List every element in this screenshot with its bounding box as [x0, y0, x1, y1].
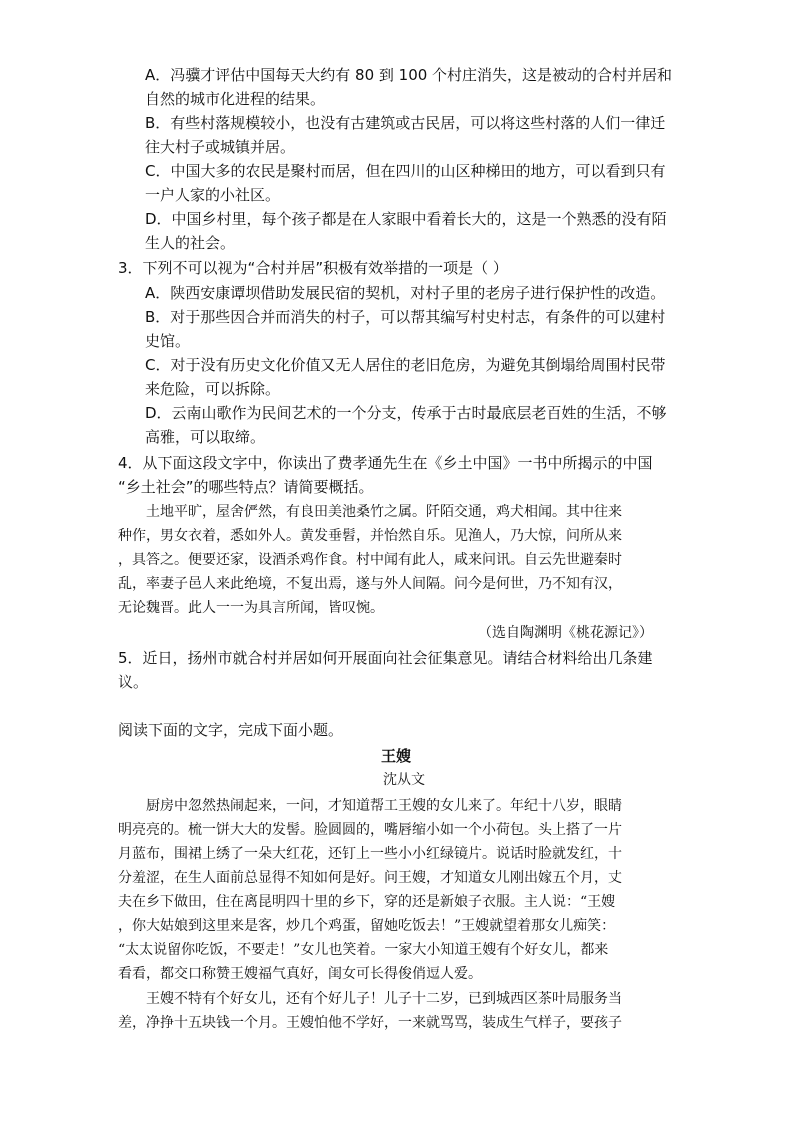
reading-line8: 看看，都交口称赞王嫂福气真好，闺女可长得俊俏逗人爱。: [118, 966, 482, 982]
q5-stem-line1: 5．近日，扬州市就合村并居如何开展面向社会征集意见。请结合材料给出几条建: [118, 649, 653, 667]
q4-passage-line2: 种作，男女衣着，悉如外人。黄发垂髫，并怡然自乐。见渔人，乃大惊，问所从来: [118, 528, 622, 544]
q2-option-c-line2: 一户人家的小社区。: [145, 186, 281, 204]
reading-title: 王嫂: [381, 747, 412, 765]
q2-option-d-line1: D．中国乡村里，每个孩子都是在人家眼中看着长大的，这是一个熟悉的没有陌: [145, 210, 667, 228]
q3-option-a-line1: A．陕西安康谭坝借助发展民宿的契机，对村子里的老房子进行保护性的改造。: [145, 284, 666, 302]
q3-stem: 3．下列不可以视为“合村并居”积极有效举措的一项是（ ）: [118, 259, 508, 277]
q2-option-b-line2: 往大村子或城镇并居。: [145, 138, 296, 156]
q4-passage-line5: 无论魏晋。此人一一为具言所闻，皆叹惋。: [118, 600, 384, 616]
reading-instruction: 阅读下面的文字，完成下面小题。: [118, 721, 344, 739]
q4-stem-line1: 4．从下面这段文字中，你读出了费孝通先生在《乡土中国》一书中所揭示的中国: [118, 454, 653, 472]
q2-option-a-line2: 自然的城市化进程的结果。: [145, 90, 326, 108]
reading-line10: 差，净挣十五块钱一个月。王嫂怕他不学好，一来就骂骂，装成生气样子，要孩子: [118, 1015, 622, 1031]
q4-passage-line4: 乱，率妻子邑人来此绝境，不复出焉，遂与外人间隔。问今是何世，乃不知有汉，: [118, 576, 622, 592]
q3-option-c-line2: 来危险，可以拆除。: [145, 380, 281, 398]
reading-author: 沈从文: [383, 772, 425, 788]
q5-stem-line2: 议。: [118, 673, 149, 691]
q3-option-b-line2: 史馆。: [145, 332, 191, 350]
q3-option-d-line2: 高雅，可以取缔。: [145, 428, 266, 446]
reading-line1: 厨房中忽然热闹起来，一问，才知道帮工王嫂的女儿来了。年纪十八岁，眼睛: [146, 798, 622, 814]
reading-line9: 王嫂不特有个好女儿，还有个好儿子！儿子十二岁，已到城西区茶叶局服务当: [146, 991, 622, 1007]
q4-passage-source: （选自陶渊明《桃花源记》）: [478, 625, 653, 641]
reading-line2: 明亮亮的。梳一饼大大的发髻。脸圆圆的，嘴唇缩小如一个小荷包。头上搭了一片: [118, 822, 622, 838]
q4-passage-line1: 土地平旷，屋舍俨然，有良田美池桑竹之属。阡陌交通，鸡犬相闻。其中往来: [146, 504, 622, 520]
q2-option-a-line1: A．冯骥才评估中国每天大约有 80 到 100 个村庄消失，这是被动的合村并居和: [145, 66, 673, 84]
q2-option-d-line2: 生人的社会。: [145, 234, 236, 252]
reading-line6: ，你大姑娘到这里来是客，炒几个鸡蛋，留她吃饭去！”王嫂就望着那女儿痴笑：: [118, 918, 616, 934]
reading-line7: “太太说留你吃饭，不要走！”女儿也笑着。一家大小知道王嫂有个好女儿，都来: [118, 942, 609, 958]
q2-option-c-line1: C．中国大多的农民是聚村而居，但在四川的山区种梯田的地方，可以看到只有: [145, 162, 666, 180]
q4-passage-line3: ，具答之。便要还家，设酒杀鸡作食。村中闻有此人，咸来问讯。自云先世避秦时: [118, 552, 622, 568]
q3-option-c-line1: C．对于没有历史文化价值又无人居住的老旧危房，为避免其倒塌给周围村民带: [145, 356, 666, 374]
q2-option-b-line1: B．有些村落规模较小，也没有古建筑或古民居，可以将这些村落的人们一律迁: [145, 114, 666, 132]
q3-option-b-line1: B．对于那些因合并而消失的村子，可以帮其编写村史村志，有条件的可以建村: [145, 308, 666, 326]
q3-option-d-line1: D．云南山歌作为民间艺术的一个分支，传承于古时最底层老百姓的生活，不够: [145, 404, 667, 422]
reading-line5: 夫在乡下做田，住在离昆明四十里的乡下，穿的还是新娘子衣服。主人说：“王嫂: [118, 894, 616, 910]
reading-line4: 分羞涩，在生人面前总显得不知如何是好。问王嫂，才知道女儿刚出嫁五个月，丈: [118, 870, 622, 886]
q4-stem-line2: “乡土社会”的哪些特点？请简要概括。: [118, 478, 374, 496]
reading-line3: 月蓝布，围裙上绣了一朵大红花，还钉上一些小小红绿镜片。说话时脸就发红，十: [118, 846, 622, 862]
